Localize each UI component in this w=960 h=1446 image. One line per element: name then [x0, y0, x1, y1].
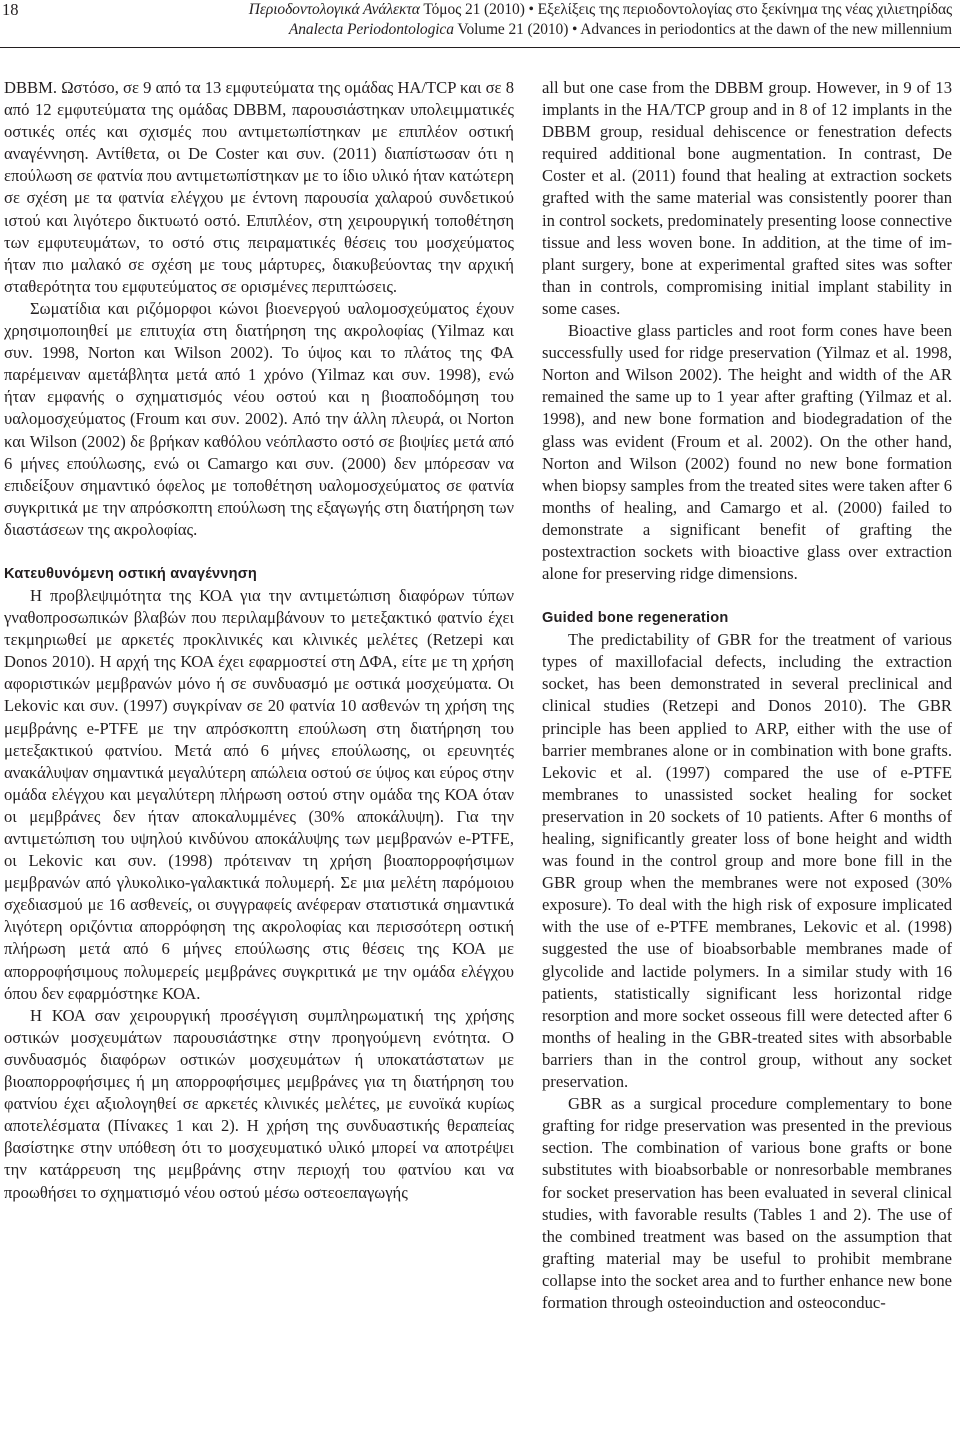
- greek-paragraph-1: DBBM. Ωστόσο, σε 9 από τα 13 εμφυτεύματα της ομάδας HA/TCP και σε 8 από 12 εμφυτεύματα της ομάδας DBBM, παρουσιάστηκαν υπολειμματικές οστικές οπές και σχισμές που αντιμετωπίστηκαν με επιπλέον οστική αναγέννηση. Αντίθετα, οι De Coster και συν. (2011) διαπίστωσαν ότι η επούλωση σε φατνία που αντιμετωπίστηκαν με το ίδιο υλικό ήταν κατώτερη σε σχέση με τα φατνία ελέγχου με έντονη παρουσία χαλαρού συνδετικού ιστού και λιγότερο δικτυωτό οστό. Επιπλέον, στη χειρουργική τοποθέτηση των εμφυτευμάτων, το οστό στις πειραματικές θέσεις του μοσχεύματος ήταν πιο μαλακό σε σχέση με τους μάρτυρες, διακυβεύοντας την αρχική σταθερότητα του εμφυτεύματος σε ορισμένες περιπτώσεις.: [4, 78, 514, 296]
- running-head-english: [249, 20, 952, 40]
- running-header: [0, 0, 960, 48]
- running-head-greek: [249, 0, 952, 20]
- greek-paragraph-2: Σωματίδια και ριζόμορφοι κώνοι βιοενεργού υαλομοσχεύματος έχουν χρησιμοποιηθεί με επιτυχία στη διατήρηση της ακρολοφίας (Yilmaz και συν. 1998, Norton και Wilson 2002). Το ύψος και το πλάτος της ΦΑ παρέμειναν αμετάβλητα μετά από 1 χρόνο (Yilmaz και συν. 1998), ενώ ήταν εμφανής ο σχηματισμός νέου οστού και η βιοαποδόμηση του υαλομοσχεύματος (Froum και συν. 2002). Από την άλλη πλευρά, οι Norton και Wilson (2002) δε βρήκαν καθόλου νεόπλαστο οστό σε βιοψίες μετά από 6 μήνες επούλωσης, ενώ οι Camargo και συν. (2000) δεν μπόρεσαν να επιδείξουν σημαντικό όφελος με τοποθέτηση υαλομοσχεύματος σε φατνία συγκριτικά με την απρόσκοπτη επούλωση της εξαγωγής στη διατήρηση των διαστάσεων της ακρολοφίας.: [4, 298, 514, 539]
- volume-info-english: Volume 21 (2010) • Advances in periodontics at the dawn of the new millennium: [457, 21, 952, 38]
- running-head: [249, 0, 952, 40]
- english-paragraph-4: GBR as a surgical procedure complementary to bone grafting for ridge preservation was presented in the previous section. The combination of various bone grafts or bone substitutes with bioabsorbable or nonresorbable membranes for socket preservation has been evaluated in several clinical studies, with favorable results (Tables 1 and 2). The use of the combined treatment was based on the assumption that grafting material may be useful to prohibit membrane collapse into the socket area and to further enhance new bone formation through osteoinduction and osteoconduc-: [542, 1094, 952, 1312]
- english-section-heading: Guided bone regeneration: [542, 610, 729, 627]
- journal-title-english: Analecta Periodontologica: [288, 21, 454, 38]
- greek-paragraph-4: Η ΚΟΑ σαν χειρουργική προσέγγιση συμπληρωματική της χρήσης οστικών μοσχευμάτων παρουσιάστηκε στην προηγούμενη ενότητα. Ο συνδυασμός διαφόρων οστικών μοσχευμάτων ή υποκατάστατων με βιοαπορροφήσιμες ή μη απορροφήσιμες μεμβράνες για τη διατήρηση του φατνίου έχει αξιολογηθεί σε αρκετές κλινικές μελέτες, με ευνοϊκά κυρίως αποτελέσματα (Πίνακες 1 και 2). Η χρήση της συνδυαστικής θεραπείας βασίστηκε στην υπόθεση ότι το μοσχευματικό υλικό μπορεί να αποτρέψει την κατάρρευση της μεμβράνης στην περιοχή του φατνίου και να προωθήσει το σχηματισμό νέου οστού μέσω οστεοεπαγωγής: [4, 1005, 514, 1202]
- greek-paragraph-3: Η προβλεψιμότητα της ΚΟΑ για την αντιμετώπιση διαφόρων τύπων γναθοπροσωπικών βλαβών που περιλαμβάνουν το μετεξακτικό φατνίο έχει τεκμηριωθεί με αρκετές προκλινικές και κλινικές μελέτες (Retzepi και Donos 2010). Η αρχή της ΚΟΑ έχει εφαρμοστεί στη ΔΦΑ, είτε με τη χρήση αφοριστικών μεμβρανών μόνο ή σε συνδυασμό με οστικά μοσχεύματα. Οι Lekovic και συν. (1997) συγκρίναν σε 20 φατνία 10 ασθενών τη χρήση της μεμβράνης e-PTFE με την απρόσκοπτη επούλωση στη διατήρηση του μετεξακτικού φατνίου. Μετά από 6 μήνες επούλωσης, οι ερευνητές ανακάλυψαν σημαντικά μεγαλύτερη απώλεια οστού σε ύψος και εύρος στην ομάδα ελέγχου και μεγαλύτερη πλήρωση οστού στην ομάδα της ΚΟΑ όταν οι μεμβράνες δεν ήταν αποκαλυμμένες (30% αποκάλυψη). Για την αντιμετώπιση του υψηλού κινδύνου αποκάλυψης των μεμβρανών e-PTFE, οι Lekovic και συν. (1998) πρότειναν τη χρήση βιοαπορροφήσιμων μεμβρανών από γλυκολικο-γαλακτικά πολυμερή. Σε μια μελέτη παρόμοιου σχεδιασμού με 16 ασθενείς, οι συγγραφείς ανέφεραν στατιστικά σημαντικά λιγότερη οριζόντια απορρόφηση της ακρολοφίας και περισσότερη οστική πλήρωση μετά από 6 μήνες επούλωσης στις θέσεις της ΚΟΑ με απορροφήσιμους πολυμερείς μεμβράνες συγκριτικά με την ομάδα ελέγχου όπου δεν εφαρμόστηκε ΚΟΑ.: [4, 585, 514, 1003]
- greek-section-heading: Κατευθυνόμενη οστική αναγέννηση: [4, 565, 258, 582]
- greek-column: [4, 77, 514, 1204]
- english-paragraph-2: Bioactive glass particles and root form cones have been successfully used for ridge preservation (Yilmaz et al. 1998, Norton and Wilson 2002). The height and width of the AR remained the same up to 1 year after grafting (Yilmaz et al. 1998), and new bone formation and biodegradation of the glass was evident (Froum et al. 2002). On the other hand, Norton and Wilson (2002) found no new bone formation when biopsy samples from the treated sites were taken after 6 months of healing, and Camargo et al. (2000) failed to demonstrate a significant benefit of grafting the postextraction sockets with bioactive glass over extraction alone for preserving ridge dimensions.: [542, 321, 952, 584]
- english-paragraph-3: The predictability of GBR for the treatment of various types of maxillofacial defects, including the extraction socket, has been demonstrated in several preclinical and clinical studies (Retzepi and Donos 2010). The GBR principle has been applied to ARP, either with the use of barrier membranes alone or in combination with bone grafts. Lekovic et al. (1997) compared the use of e-PTFE membranes to unassisted socket healing for socket preservation in 20 sockets of 10 patients. After 6 months of healing, significantly greater loss of bone height and width was found in the control group and more bone fill in the GBR group when the membranes were not exposed (30% exposure). To deal with the high risk of exposure implicated with the use of e-PTFE membranes, Lekovic et al. (1998) suggested the use of bioabsorbable membranes made of glycolide and lactide polymers. In a similar study with 16 patients, statistically significant less horizontal ridge resorption and more socket osseous fill were detected after 6 months of healing in the GBR-treated sites with absorbable barriers than in the control group, without any socket preservation.: [542, 630, 952, 1092]
- english-paragraph-1: all but one case from the DBBM group. However, in 9 of 13 implants in the HA/TCP group and in 8 of 12 implants in the DBBM group, residual dehiscence or fenestration defects required additional bone augmentation. In contrast, De Coster et al. (2011) found that healing at extraction sockets grafted with the same material was consistently poorer than in control sockets, predominately presenting loose connective tissue and less woven bone. In addition, at the time of implant surgery, bone at experimental grafted sites was softer than in controls, compromising initial implant stability in some cases.: [542, 78, 952, 318]
- english-column: [542, 77, 952, 1314]
- journal-title-greek: Περιοδοντολογικά Ανάλεκτα: [248, 1, 420, 18]
- header-rule: [0, 47, 960, 48]
- page-number: 18: [2, 0, 19, 19]
- volume-info-greek: Τόμος 21 (2010) • Εξελίξεις της περιοδοντολογίας στο ξεκίνημα της νέας χιλιετηρίδας: [423, 1, 952, 18]
